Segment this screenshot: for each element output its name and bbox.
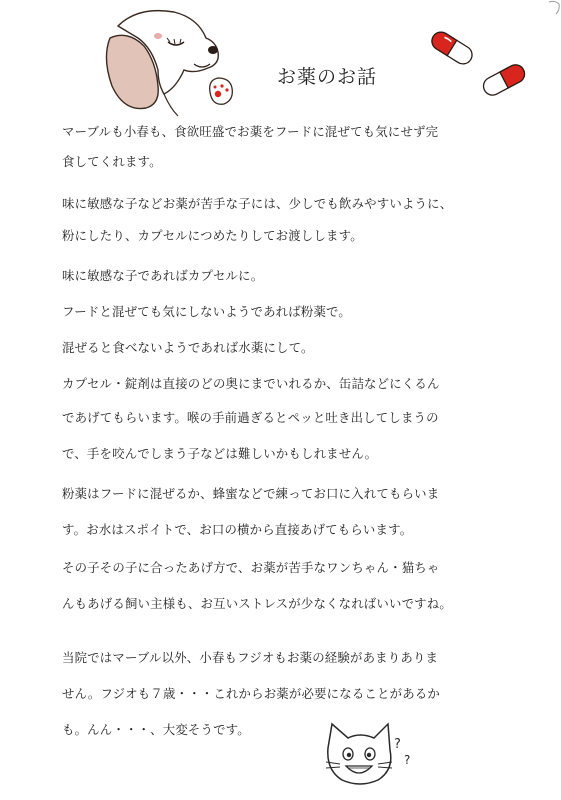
cat-question-marks: ? [394,737,401,752]
text-line: マーブルも小春も、食欲旺盛でお薬をフードに混ぜても気にせず完 [62,124,439,139]
text-line: で、手を咬んでしまう子などは難しいかもしれません。 [62,446,378,461]
text-line: んもあげる飼い主様も、お互いストレスが少なくなればいいですね。 [62,596,452,611]
text-line: 当院ではマーブル以外、小春もフジオもお薬の経験があまりありま [62,650,439,665]
text-line: 食してくれます。 [62,154,162,169]
text-line: カプセル・錠剤は直接のどの奥にまでいれるか、缶詰などにくるん [62,376,440,391]
dog-illustration-icon [98,8,246,120]
text-line: その子その子に合ったあげ方で、お薬が苦手なワンちゃん・猫ちゃ [62,560,440,575]
cat-face-icon [318,718,418,792]
text-line: 粉にしたり、カプセルにつめたりしてお渡しします。 [62,228,363,243]
text-line: フードと混ぜても気にしないようであれば粉薬で。 [62,304,351,319]
text-line: 混ぜると食べないようであれば水薬にして。 [62,340,314,355]
text-line: 味に敏感な子であればカプセルに。 [62,268,264,283]
text-line: せん。フジオも７歳・・・これからお薬が必要になることがあるか [62,686,440,701]
text-line: 粉薬はフードに混ぜるか、蜂蜜などで練ってお口に入れてもらいま [62,486,440,501]
text-line: 味に敏感な子などお薬が苦手な子には、少しでも飲みやすいように、 [62,196,453,211]
text-line: も。んん・・・、大変そうです。 [62,722,250,737]
corner-mark-icon [547,0,561,16]
capsule-pill-icon [420,28,528,102]
page-title: お薬のお話 [277,66,378,88]
text-line: す。お水はスポイトで、お口の横から直接あげてもらいます。 [62,522,413,537]
text-line: であげてもらいます。喉の手前過ぎるとペッと吐き出してしまうの [62,410,439,425]
cat-question-marks: ? [404,753,411,767]
